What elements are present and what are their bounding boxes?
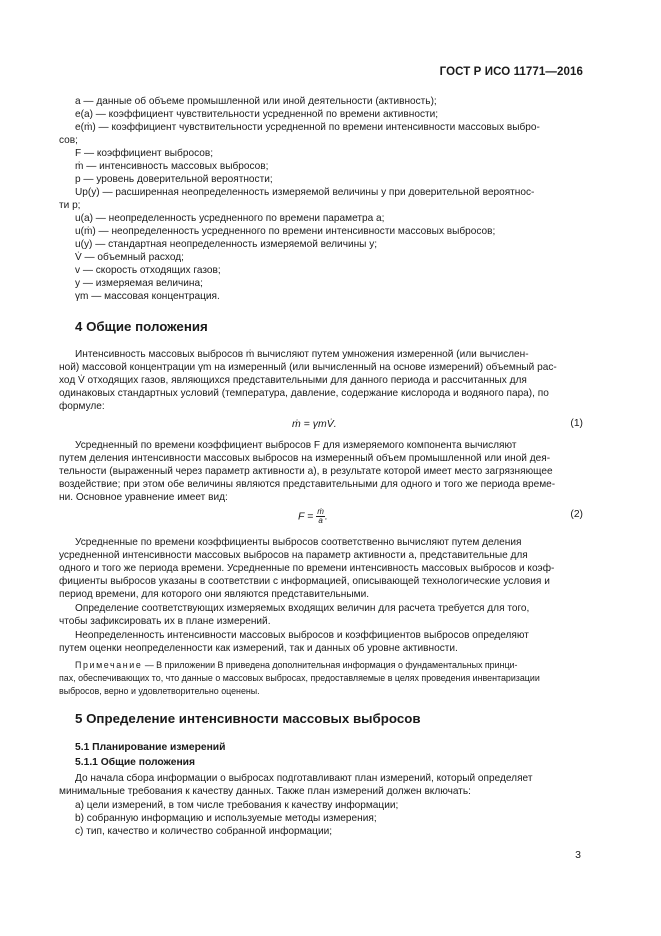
paragraph-line: путем оценки неопределенности как измерений, так и данных об уровне активности. bbox=[59, 643, 458, 654]
symbol-line: u(ṁ) — неопределенность усредненного по времени интенсивности массовых выбросов; bbox=[75, 226, 496, 237]
equation-2 bbox=[298, 508, 328, 525]
paragraph-line: воздействие; при этом обе величины являются представительными для одного и того же периода време- bbox=[59, 479, 556, 490]
paragraph-line: минимальные требования к качеству данных. Также план измерений должен включать: bbox=[59, 786, 471, 797]
note-line: выбросов, верно и удовлетворительно оценены. bbox=[59, 686, 260, 696]
paragraph-line: ной) массовой концентрации γm на измеренный (или вычисленный на основе измерений) объемный рас- bbox=[59, 362, 557, 373]
note-label: Примечание bbox=[75, 660, 143, 670]
paragraph-line: Интенсивность массовых выбросов ṁ вычисляют путем умножения измеренной (или вычислен- bbox=[75, 349, 529, 360]
paragraph-line: Определение соответствующих измеряемых входящих величин для расчета требуется для того, bbox=[75, 603, 530, 614]
symbol-line: сов; bbox=[59, 135, 78, 146]
symbol-line: p — уровень доверительной вероятности; bbox=[75, 174, 273, 185]
equation-2-fraction bbox=[316, 508, 325, 525]
list-item: a) цели измерений, в том числе требования к качеству информации; bbox=[75, 800, 399, 811]
symbol-line: y — измеряемая величина; bbox=[75, 278, 203, 289]
symbol-line: v — скорость отходящих газов; bbox=[75, 265, 221, 276]
symbol-line: e(ṁ) — коэффициент чувствительности усредненной по времени интенсивности массовых выбро- bbox=[75, 122, 540, 133]
page-number: 3 bbox=[575, 849, 581, 861]
paragraph-line: До начала сбора информации о выбросах подготавливают план измерений, который определяет bbox=[75, 773, 533, 784]
standard-header: ГОСТ Р ИСО 11771—2016 bbox=[439, 66, 583, 78]
equation-2-number: (2) bbox=[570, 509, 583, 520]
symbol-line: Up(y) — расширенная неопределенность измеряемой величины y при доверительной вероятнос- bbox=[75, 187, 535, 198]
paragraph-line: одинаковых стандартных условий (температура, давление, содержание кислорода и водяного пара), по bbox=[59, 388, 549, 399]
paragraph-line: усредненной интенсивности массовых выбросов на параметр активности a, представительные для bbox=[59, 550, 528, 561]
symbol-line: V̇ — объемный расход; bbox=[75, 252, 184, 263]
symbol-line: ти p; bbox=[59, 200, 81, 211]
equation-2-dot: . bbox=[324, 510, 328, 523]
note-line bbox=[75, 660, 517, 671]
paragraph-line: период времени, для которого они являются представительными. bbox=[59, 589, 370, 600]
subsection-5-1-title: 5.1 Планирование измерений bbox=[75, 742, 226, 753]
paragraph-line: фициенты выбросов указаны в соответствии с информацией, описывающей технологические условия и bbox=[59, 576, 550, 587]
symbol-line: u(y) — стандартная неопределенность измеряемой величины y; bbox=[75, 239, 378, 250]
paragraph-line: ни. Основное уравнение имеет вид: bbox=[59, 492, 228, 503]
note-text: — В приложении В приведена дополнительная информация о фундаментальных принци- bbox=[144, 660, 518, 670]
paragraph-line: ход V̇ отходящих газов, являющихся представительными для данного периода и рассчитанных для bbox=[59, 375, 527, 386]
symbol-line: F — коэффициент выбросов; bbox=[75, 148, 214, 159]
paragraph-line: одного и того же периода времени. Усредненные по времени интенсивность массовых выбросов и коэф- bbox=[59, 563, 555, 574]
symbol-line: γm — массовая концентрация. bbox=[75, 291, 220, 302]
equation-1-number: (1) bbox=[570, 418, 583, 429]
symbol-line: a — данные об объеме промышленной или иной деятельности (активность); bbox=[75, 96, 437, 107]
equation-1: ṁ = γmV̇. bbox=[292, 418, 337, 430]
list-item: b) собранную информацию и используемые методы измерения; bbox=[75, 813, 377, 824]
section-4-title: 4 Общие положения bbox=[75, 319, 208, 334]
section-5-title: 5 Определение интенсивности массовых выбросов bbox=[75, 711, 421, 726]
paragraph-line: чтобы зафиксировать их в плане измерений. bbox=[59, 616, 271, 627]
paragraph-line: Усредненный по времени коэффициент выбросов F для измеряемого компонента вычисляют bbox=[75, 440, 517, 451]
equation-2-lhs: F = bbox=[298, 510, 314, 523]
paragraph-line: формуле: bbox=[59, 401, 105, 412]
paragraph-line: Усредненные по времени коэффициенты выбросов соответственно вычисляют путем деления bbox=[75, 537, 522, 548]
paragraph-line: путем деления интенсивности массовых выбросов на измеренный объем промышленной или иной дея- bbox=[59, 453, 551, 464]
paragraph-line: тельности (выраженный через параметр активности a), в результате которой имеет место загрязняющее bbox=[59, 466, 553, 477]
symbol-line: ṁ — интенсивность массовых выбросов; bbox=[75, 161, 269, 172]
equation-2-numerator: ṁ bbox=[317, 507, 324, 516]
subsection-5-1-1-title: 5.1.1 Общие положения bbox=[75, 757, 195, 768]
equation-2-denominator: a bbox=[318, 516, 323, 525]
symbol-line: u(a) — неопределенность усредненного по времени параметра a; bbox=[75, 213, 385, 224]
note-line: пах, обеспечивающих то, что данные о массовых выбросах, предоставляемые в целях проведения инвентаризации bbox=[59, 673, 540, 683]
list-item: c) тип, качество и количество собранной информации; bbox=[75, 826, 333, 837]
symbol-line: e(a) — коэффициент чувствительности усредненной по времени активности; bbox=[75, 109, 439, 120]
paragraph-line: Неопределенность интенсивности массовых выбросов и коэффициентов выбросов определяют bbox=[75, 630, 529, 641]
